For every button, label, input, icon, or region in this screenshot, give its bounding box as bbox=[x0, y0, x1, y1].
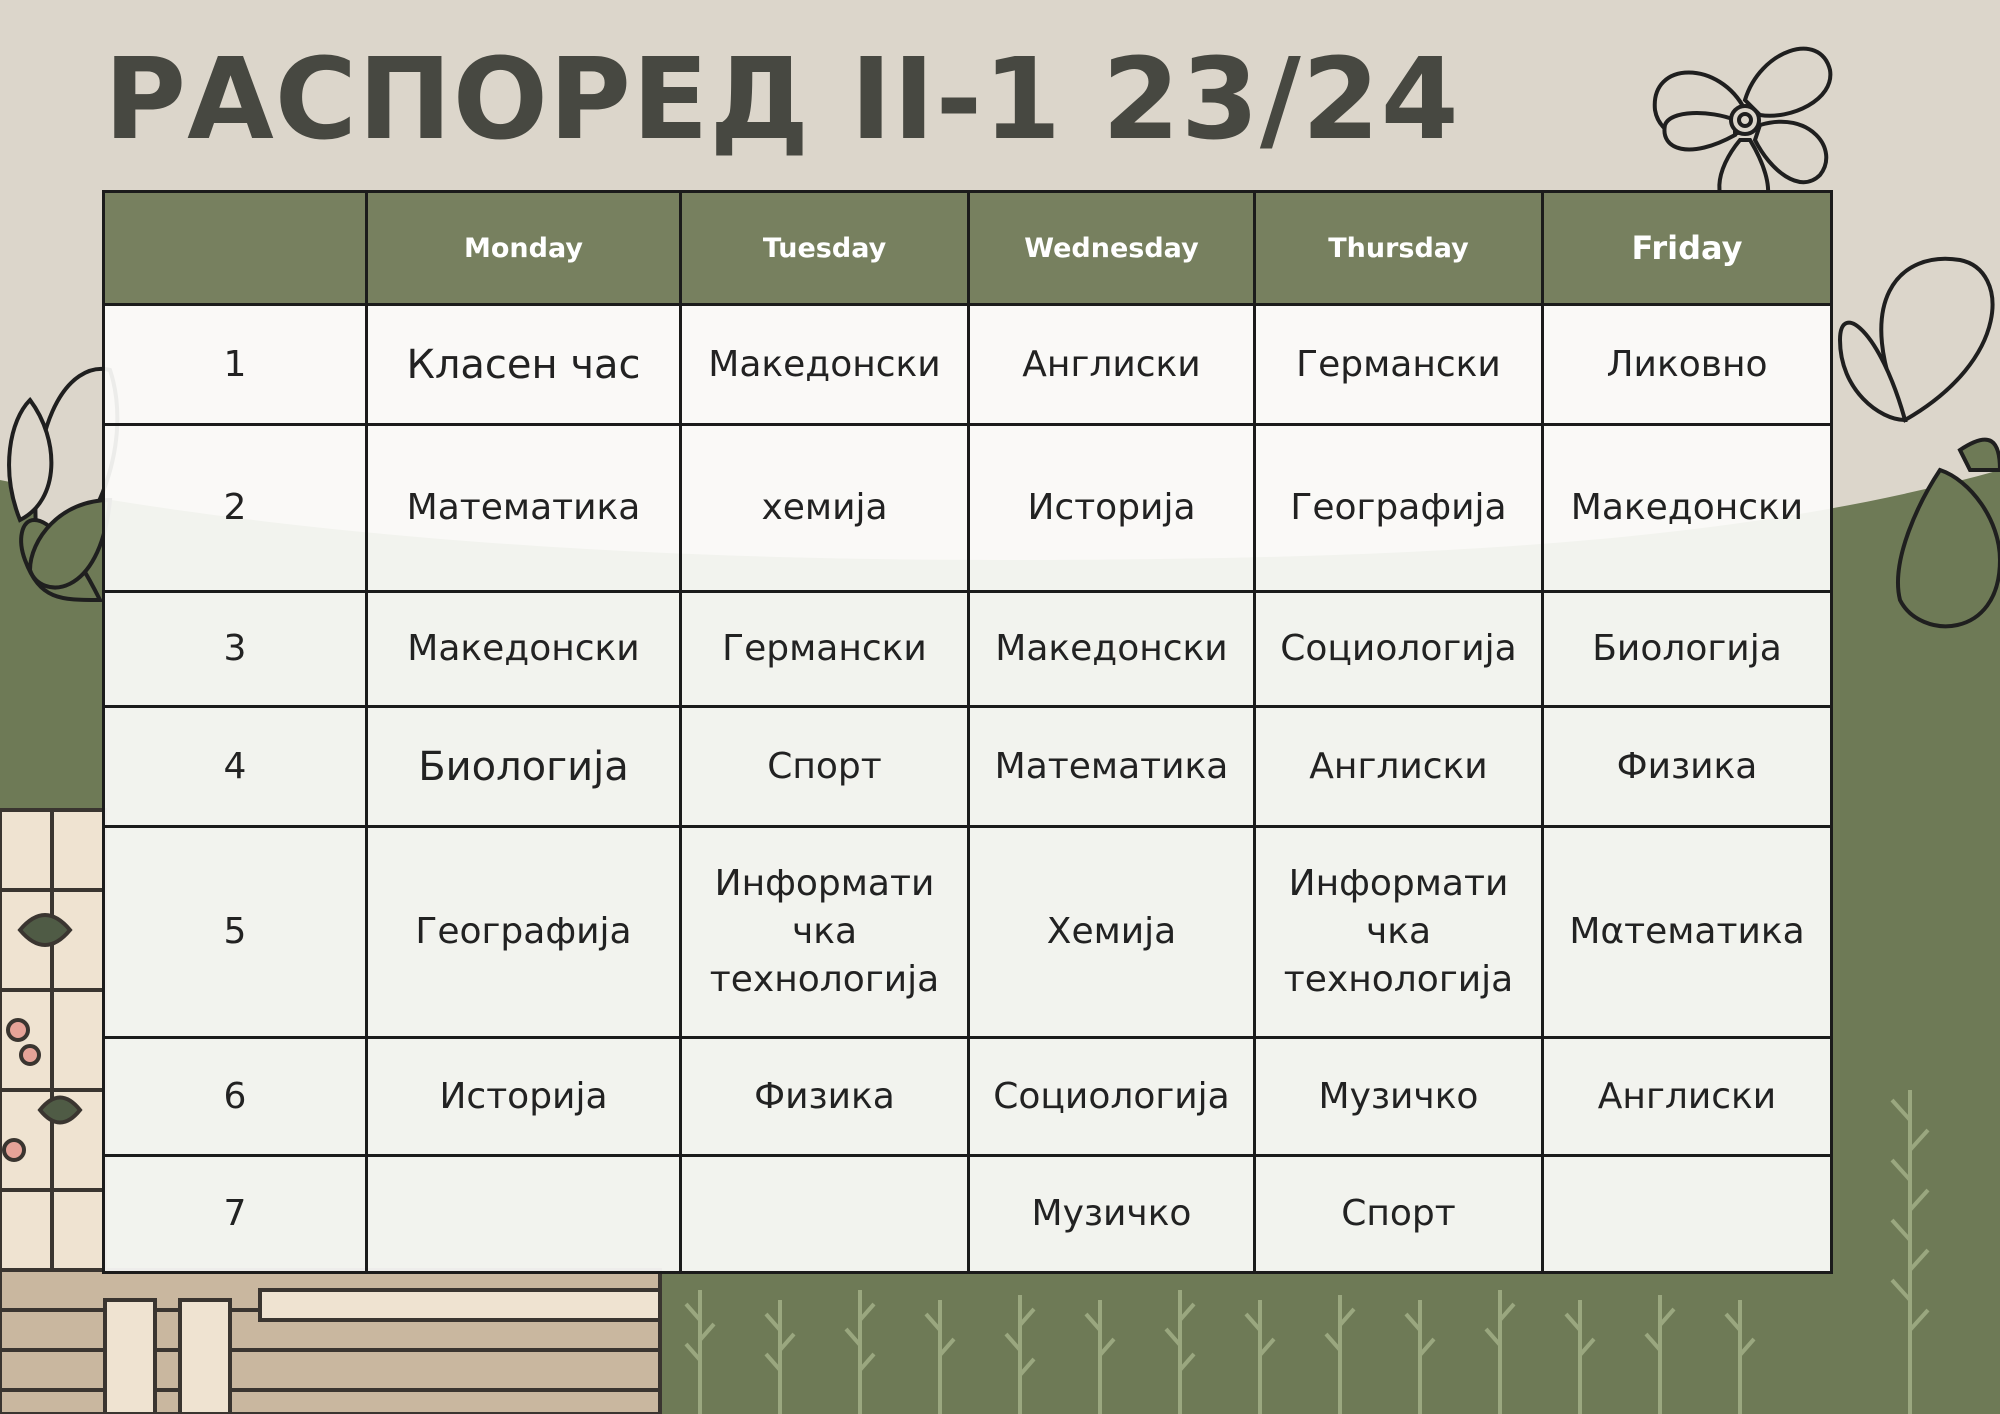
day-header-thursday: Thursday bbox=[1255, 192, 1543, 305]
period-number: 5 bbox=[104, 827, 367, 1038]
schedule-cell bbox=[1543, 1156, 1832, 1273]
period-number: 1 bbox=[104, 305, 367, 425]
schedule-cell: Биологија bbox=[1543, 592, 1832, 707]
corner-cell bbox=[104, 192, 367, 305]
schedule-cell: Физика bbox=[1543, 707, 1832, 827]
schedule-cell: Спорт bbox=[681, 707, 969, 827]
table-row bbox=[104, 1156, 1832, 1273]
table-row bbox=[104, 707, 1832, 827]
schedule-cell: Класен час bbox=[367, 305, 681, 425]
schedule-cell: Македонски bbox=[681, 305, 969, 425]
schedule-cell: Историја bbox=[969, 425, 1255, 592]
schedule-cell: Физика bbox=[681, 1038, 969, 1156]
schedule-cell bbox=[681, 1156, 969, 1273]
day-header-monday: Monday bbox=[367, 192, 681, 305]
table-row bbox=[104, 827, 1832, 1038]
schedule-cell: Географија bbox=[1255, 425, 1543, 592]
page-title: РАСПОРЕД II-1 23/24 bbox=[104, 35, 1460, 165]
schedule-table bbox=[102, 190, 1833, 1274]
schedule-cell: Германски bbox=[681, 592, 969, 707]
schedule-cell: Германски bbox=[1255, 305, 1543, 425]
schedule-cell: Социологија bbox=[1255, 592, 1543, 707]
schedule-cell: Информати чка технологија bbox=[1255, 827, 1543, 1038]
schedule-cell: Mαтематика bbox=[1543, 827, 1832, 1038]
schedule-cell: Биологија bbox=[367, 707, 681, 827]
schedule-cell: Историја bbox=[367, 1038, 681, 1156]
schedule-cell: Ликовно bbox=[1543, 305, 1832, 425]
day-header-friday: Friday bbox=[1543, 192, 1832, 305]
schedule-cell: Англиски bbox=[1543, 1038, 1832, 1156]
table-row bbox=[104, 305, 1832, 425]
schedule-cell: Македонски bbox=[1543, 425, 1832, 592]
period-number: 6 bbox=[104, 1038, 367, 1156]
schedule-cell: Спорт bbox=[1255, 1156, 1543, 1273]
table-row bbox=[104, 1038, 1832, 1156]
schedule-cell: Македонски bbox=[969, 592, 1255, 707]
period-number: 2 bbox=[104, 425, 367, 592]
schedule-cell: Англиски bbox=[969, 305, 1255, 425]
schedule-cell: Хемија bbox=[969, 827, 1255, 1038]
table-row bbox=[104, 592, 1832, 707]
day-header-wednesday: Wednesday bbox=[969, 192, 1255, 305]
schedule-cell: Географија bbox=[367, 827, 681, 1038]
period-number: 4 bbox=[104, 707, 367, 827]
schedule-cell: Англиски bbox=[1255, 707, 1543, 827]
schedule-cell: хемија bbox=[681, 425, 969, 592]
schedule-cell: Музичко bbox=[1255, 1038, 1543, 1156]
period-number: 7 bbox=[104, 1156, 367, 1273]
header-row bbox=[104, 192, 1832, 305]
day-header-tuesday: Tuesday bbox=[681, 192, 969, 305]
table-row bbox=[104, 425, 1832, 592]
schedule-cell: Математика bbox=[969, 707, 1255, 827]
schedule-cell: Информати чка технологија bbox=[681, 827, 969, 1038]
schedule-cell: Музичко bbox=[969, 1156, 1255, 1273]
schedule-cell: Социологија bbox=[969, 1038, 1255, 1156]
schedule-cell bbox=[367, 1156, 681, 1273]
schedule-cell: Македонски bbox=[367, 592, 681, 707]
period-number: 3 bbox=[104, 592, 367, 707]
schedule-cell: Математика bbox=[367, 425, 681, 592]
